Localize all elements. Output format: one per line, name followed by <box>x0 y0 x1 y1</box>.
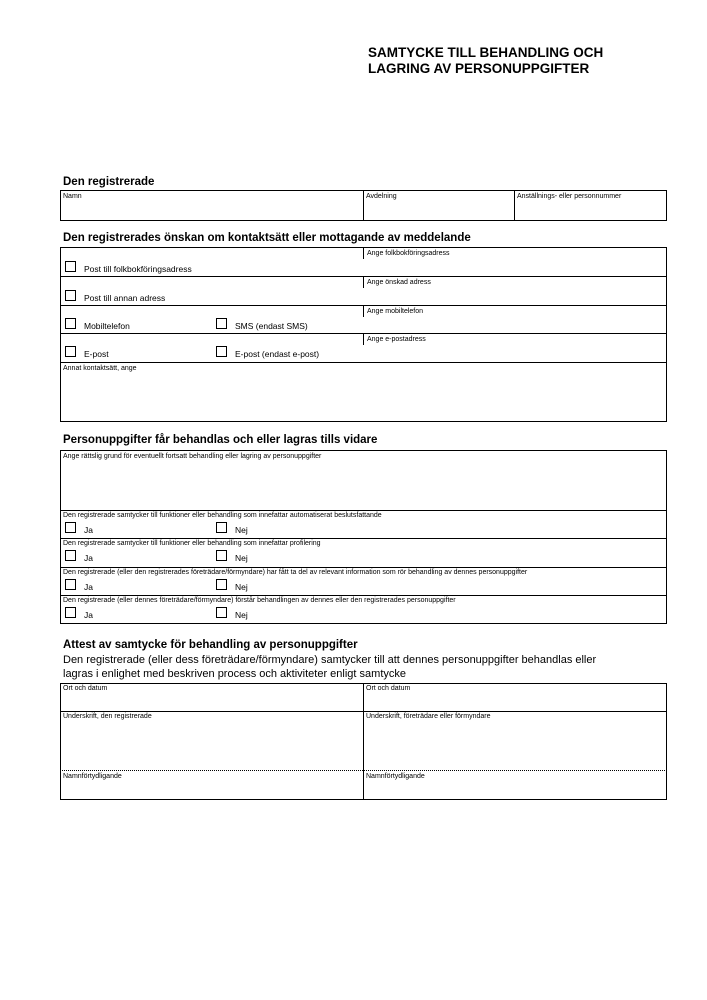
divider <box>363 333 364 345</box>
checkbox-q3-yes[interactable] <box>65 579 76 590</box>
checkbox-q3-no[interactable] <box>216 579 227 590</box>
department-field-label: Avdelning <box>366 193 397 200</box>
legal-basis-field[interactable] <box>61 462 666 509</box>
option-label: E-post <box>84 349 109 359</box>
checkbox-q2-yes[interactable] <box>65 550 76 561</box>
section-heading-attestation: Attest av samtycke för behandling av personuppgifter <box>63 639 358 651</box>
checkbox-post-registered-address[interactable] <box>65 261 76 272</box>
divider <box>363 276 364 288</box>
question-label: Den registrerade samtycker till funktioner eller behandling som innefattar automatiserat beslutsfattande <box>63 512 382 519</box>
no-label: Nej <box>235 610 248 620</box>
dotted-divider <box>60 770 667 771</box>
signature-left-label: Underskrift, den registrerade <box>63 713 152 720</box>
checkbox-email-only[interactable] <box>216 346 227 357</box>
no-label: Nej <box>235 582 248 592</box>
checkbox-q4-yes[interactable] <box>65 607 76 618</box>
place-date-left-label: Ort och datum <box>63 685 108 692</box>
name-clarification-right-label: Namnförtydligande <box>366 773 425 780</box>
divider <box>60 567 667 568</box>
section-heading-processing: Personuppgifter får behandlas och eller lagras tills vidare <box>63 434 378 446</box>
name-clarification-right-field[interactable] <box>364 782 666 799</box>
option-label: Post till folkbokföringsadress <box>84 264 192 274</box>
yes-label: Ja <box>84 582 93 592</box>
other-address-label: Ange önskad adress <box>367 279 431 286</box>
yes-label: Ja <box>84 553 93 563</box>
signature-left-field[interactable] <box>61 722 362 769</box>
divider <box>60 362 667 363</box>
divider <box>60 510 667 511</box>
name-clarification-left-field[interactable] <box>61 782 362 799</box>
name-clarification-left-label: Namnförtydligande <box>63 773 122 780</box>
place-date-right-field[interactable] <box>364 694 666 710</box>
mobile-phone-field[interactable] <box>364 317 666 332</box>
section-heading-contact: Den registrerades önskan om kontaktsätt eller mottagande av meddelande <box>63 232 471 244</box>
place-date-left-field[interactable] <box>61 694 362 710</box>
checkbox-q2-no[interactable] <box>216 550 227 561</box>
option-label: Mobiltelefon <box>84 321 130 331</box>
checkbox-post-other-address[interactable] <box>65 290 76 301</box>
signature-right-label: Underskrift, företrädare eller förmyndare <box>366 713 491 720</box>
option-label: SMS (endast SMS) <box>235 321 308 331</box>
no-label: Nej <box>235 525 248 535</box>
divider <box>60 711 667 712</box>
no-label: Nej <box>235 553 248 563</box>
question-label: Den registrerade samtycker till funktioner eller behandling som innefattar profilering <box>63 540 321 547</box>
signature-right-field[interactable] <box>364 722 666 769</box>
checkbox-q4-no[interactable] <box>216 607 227 618</box>
yes-label: Ja <box>84 525 93 535</box>
checkbox-mobile-phone[interactable] <box>65 318 76 329</box>
other-address-field[interactable] <box>364 288 666 304</box>
section-heading-data-subject: Den registrerade <box>63 176 155 188</box>
name-field[interactable] <box>61 201 362 220</box>
mobile-phone-label: Ange mobiltelefon <box>367 308 424 315</box>
email-label: Ange e-postadress <box>367 336 426 343</box>
checkbox-email[interactable] <box>65 346 76 357</box>
checkbox-sms-only[interactable] <box>216 318 227 329</box>
other-contact-field[interactable] <box>61 374 666 421</box>
question-label: Den registrerade (eller dennes företrädare/förmyndare) förstår behandlingen av dennes eller den registrerades personuppgifter <box>63 597 456 604</box>
registered-address-field[interactable] <box>364 259 666 275</box>
yes-label: Ja <box>84 610 93 620</box>
divider <box>363 305 364 317</box>
registered-address-label: Ange folkbokföringsadress <box>367 250 450 257</box>
name-field-label: Namn <box>63 193 82 200</box>
checkbox-q1-no[interactable] <box>216 522 227 533</box>
divider <box>60 595 667 596</box>
checkbox-q1-yes[interactable] <box>65 522 76 533</box>
other-contact-label: Annat kontaktsätt, ange <box>63 365 137 372</box>
document-title: SAMTYCKE TILL BEHANDLING OCH LAGRING AV PERSONUPPGIFTER <box>368 45 604 76</box>
attestation-text: Den registrerade (eller dess företrädare/förmyndare) samtycker till att dennes personuppgifter behandlas eller lagras i enlighet med beskriven process och aktiviteter enligt samtycke <box>63 654 597 680</box>
employee-id-field[interactable] <box>515 201 666 220</box>
legal-basis-label: Ange rättslig grund för eventuellt fortsatt behandling eller lagring av personuppgifter <box>63 453 322 460</box>
email-field[interactable] <box>364 345 666 361</box>
employee-id-field-label: Anställnings- eller personnummer <box>517 193 622 200</box>
option-label: E-post (endast e-post) <box>235 349 320 359</box>
question-label: Den registrerade (eller den registrerades företrädare/förmyndare) har fått ta del av relevant information som rör behandling av dennes personuppgifter <box>63 569 528 576</box>
divider <box>363 247 364 259</box>
department-field[interactable] <box>364 201 513 220</box>
option-label: Post till annan adress <box>84 293 166 303</box>
divider <box>60 538 667 539</box>
place-date-right-label: Ort och datum <box>366 685 411 692</box>
